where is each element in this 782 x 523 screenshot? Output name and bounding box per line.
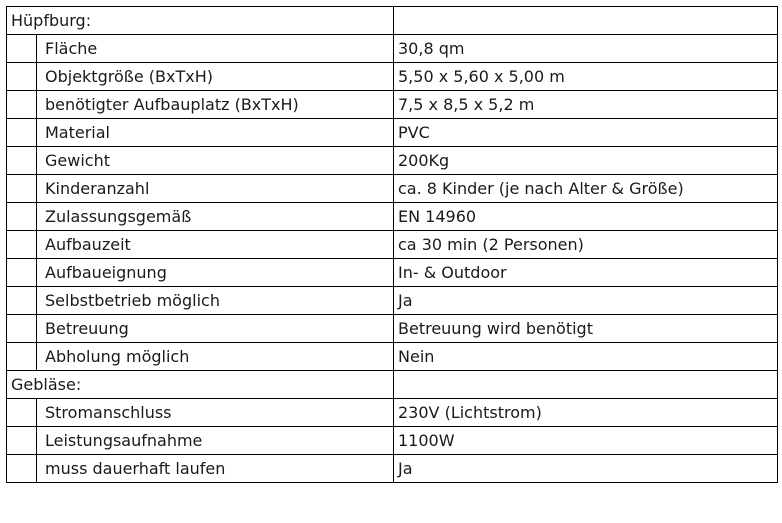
row-value: EN 14960	[393, 202, 778, 231]
indent-cell	[6, 454, 36, 483]
indent-cell	[6, 230, 36, 259]
row-label: Betreuung	[36, 314, 394, 343]
indent-cell	[6, 146, 36, 175]
table-row	[6, 146, 778, 175]
row-value: In- & Outdoor	[393, 258, 778, 287]
indent-cell	[6, 174, 36, 203]
indent-cell	[6, 314, 36, 343]
row-label: Fläche	[36, 34, 394, 63]
row-label: Gewicht	[36, 146, 394, 175]
section-header-row	[6, 6, 778, 35]
table-row	[6, 202, 778, 231]
row-value: 1100W	[393, 426, 778, 455]
table-row	[6, 230, 778, 259]
row-value: 30,8 qm	[393, 34, 778, 63]
table-row	[6, 286, 778, 315]
row-value: ca 30 min (2 Personen)	[393, 230, 778, 259]
section-value-cell	[393, 370, 778, 399]
table-row	[6, 90, 778, 119]
indent-cell	[6, 34, 36, 63]
indent-cell	[6, 202, 36, 231]
table-row	[6, 426, 778, 455]
row-value: 5,50 x 5,60 x 5,00 m	[393, 62, 778, 91]
table-row	[6, 454, 778, 483]
row-label: Stromanschluss	[36, 398, 394, 427]
row-label: muss dauerhaft laufen	[36, 454, 394, 483]
table-row	[6, 398, 778, 427]
section-title: Gebläse:	[6, 370, 394, 399]
row-value: PVC	[393, 118, 778, 147]
table-row	[6, 314, 778, 343]
section-title: Hüpfburg:	[6, 6, 394, 35]
row-value: Ja	[393, 286, 778, 315]
row-label: Leistungsaufnahme	[36, 426, 394, 455]
row-label: Material	[36, 118, 394, 147]
row-label: Aufbaueignung	[36, 258, 394, 287]
table-row	[6, 34, 778, 63]
row-value: 200Kg	[393, 146, 778, 175]
row-label: Kinderanzahl	[36, 174, 394, 203]
section-value-cell	[393, 6, 778, 35]
table-row	[6, 258, 778, 287]
row-value: Betreuung wird benötigt	[393, 314, 778, 343]
row-label: Aufbauzeit	[36, 230, 394, 259]
row-value: 230V (Lichtstrom)	[393, 398, 778, 427]
indent-cell	[6, 426, 36, 455]
row-label: Selbstbetrieb möglich	[36, 286, 394, 315]
table-row	[6, 62, 778, 91]
indent-cell	[6, 258, 36, 287]
table-row	[6, 174, 778, 203]
indent-cell	[6, 118, 36, 147]
row-value: ca. 8 Kinder (je nach Alter & Größe)	[393, 174, 778, 203]
specs-table	[6, 6, 778, 516]
indent-cell	[6, 286, 36, 315]
row-value: Ja	[393, 454, 778, 483]
row-label: Abholung möglich	[36, 342, 394, 371]
indent-cell	[6, 342, 36, 371]
table-row	[6, 118, 778, 147]
row-label: Zulassungsgemäß	[36, 202, 394, 231]
row-label: benötigter Aufbauplatz (BxTxH)	[36, 90, 394, 119]
table-row	[6, 342, 778, 371]
indent-cell	[6, 398, 36, 427]
indent-cell	[6, 62, 36, 91]
row-value: Nein	[393, 342, 778, 371]
section-header-row	[6, 370, 778, 399]
row-label: Objektgröße (BxTxH)	[36, 62, 394, 91]
indent-cell	[6, 90, 36, 119]
row-value: 7,5 x 8,5 x 5,2 m	[393, 90, 778, 119]
